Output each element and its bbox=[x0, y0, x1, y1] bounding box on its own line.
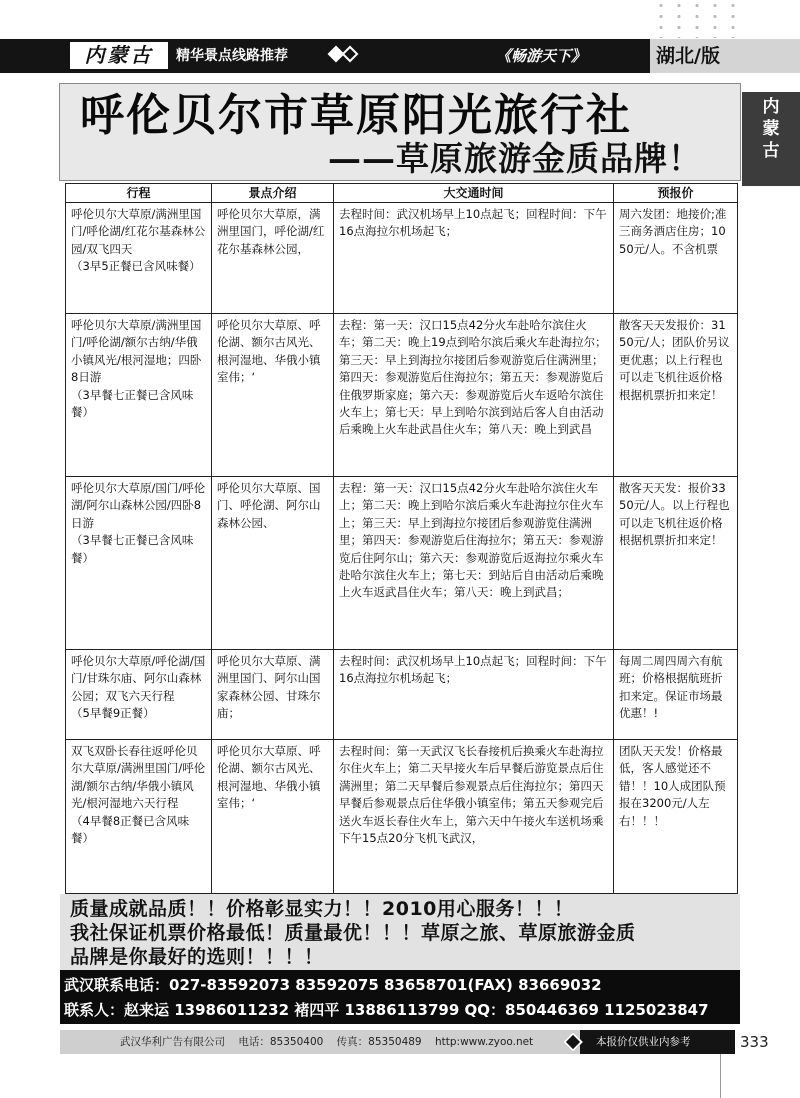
table-header-row bbox=[66, 184, 738, 203]
table-row bbox=[66, 650, 738, 740]
page-footer bbox=[0, 1030, 800, 1054]
route-text: 呼伦贝尔大草原/满洲里国门/呼伦湖/额尔古纳/华俄小镇风光/根河湿地；四卧8日游 bbox=[71, 318, 202, 385]
route-cell bbox=[66, 740, 212, 894]
route-cell bbox=[66, 650, 212, 740]
page-header bbox=[0, 39, 800, 73]
side-tab-char: 内 bbox=[762, 97, 780, 117]
price-cell: 散客天天发报价：3150元/人；团队价另议更优惠；以上行程也可以走飞机往返价格根据机票折扣来定！ bbox=[614, 314, 738, 477]
page-number: 333 bbox=[740, 1033, 769, 1051]
transport-cell: 去程时间：第一天武汉飞长春接机后换乘火车赴海拉尔住火车上；第二天早接火车后早餐后游览景点后住满洲里；第二天早餐后参观景点后住海拉尔；第四天早餐后参观景点后住华俄小镇室伟；第五天参观完后送火车返长春住火车上，第六天中午接火车送机场乘下午15点20分飞机飞武汉， bbox=[334, 740, 614, 894]
header-subtitle: 精华景点线路推荐 bbox=[176, 48, 288, 64]
footer-tel: 电话：85350400 bbox=[238, 1036, 324, 1048]
region-logo: 内蒙古 bbox=[70, 42, 168, 69]
footer-disclaimer: 本报价仅供业内参考 bbox=[596, 1036, 691, 1048]
magazine-name: 《畅游天下》 bbox=[496, 47, 587, 65]
edition-label: 湖北/版 bbox=[656, 45, 720, 67]
footer-fax: 传真：85350489 bbox=[336, 1036, 422, 1048]
footer-url: http:www.zyoo.net bbox=[434, 1036, 534, 1048]
transport-cell: 去程时间：武汉机场早上10点起飞；回程时间：下午16点海拉尔机场起飞； bbox=[334, 650, 614, 740]
contact-persons: 联系人：赵来运 13986011232 褚四平 13886113799 QQ：850446369 1125023847 bbox=[64, 1001, 709, 1019]
margin-rule bbox=[720, 1054, 721, 1098]
footer-company: 武汉华利广告有限公司 bbox=[120, 1036, 225, 1048]
meal-note: （3早餐七正餐已含风味餐） bbox=[71, 387, 194, 420]
transport-cell: 去程：第一天：汉口15点42分火车赴哈尔滨住火车；第二天：晚上19点到哈尔滨后乘火车赴海拉尔；第三天：早上到海拉尔接团后参观游览后住满洲里；第四天：参观游览后住海拉尔；第五天：参观游览后住俄罗斯家庭；第六天：参观游览后火车返哈尔滨住火车上；第七天：早上到哈尔滨到站后客人自由活动后乘晚上火车赴武昌住火车；第八天：晚上到武昌 bbox=[334, 314, 614, 477]
route-text: 呼伦贝尔大草原/国门/呼伦湖/阿尔山森林公园/四卧8日游 bbox=[71, 481, 206, 530]
sights-cell: 呼伦贝尔大草原、呼伦湖、额尔古风光、根河湿地、华俄小镇室伟；‘ bbox=[212, 740, 334, 894]
route-cell bbox=[66, 203, 212, 314]
table-row bbox=[66, 203, 738, 314]
transport-cell: 去程：第一天：汉口15点42分火车赴哈尔滨住火车上；第二天：晚上到哈尔滨后乘火车赴海拉尔住火车上；第三天：早上到海拉尔接团后参观游览住满洲里；第四天：参观游览后住海拉尔；第五天：参观游览后住阿尔山；第六天：参观游览后返海拉尔乘火车赴哈尔滨住火车上；第七天：到站后自由活动后乘晚上火车返武昌住火车；第八天：晚上到武昌； bbox=[334, 477, 614, 650]
side-tab-char: 蒙 bbox=[762, 119, 780, 139]
sights-cell: 呼伦贝尔大草原，满洲里国门，呼伦湖/红花尔基森林公园， bbox=[212, 203, 334, 314]
promo-line: 质量成就品质！！价格彰显实力！！2010用心服务！！！ bbox=[70, 898, 574, 920]
sights-cell: 呼伦贝尔大草原、国门、呼伦湖、阿尔山森林公园、 bbox=[212, 477, 334, 650]
price-cell: 散客天天发：报价3350元/人。以上行程也可以走飞机往返价格根据机票折扣来定！ bbox=[614, 477, 738, 650]
column-header-transport: 大交通时间 bbox=[334, 184, 614, 203]
price-cell: 每周二周四周六有航班；价格根据航班折扣来定。保证市场最优惠！! bbox=[614, 650, 738, 740]
meal-note: （3早餐七正餐已含风味餐） bbox=[71, 533, 194, 565]
promo-slogan-box bbox=[60, 894, 740, 970]
route-text: 呼伦贝尔大草原/满洲里国门/呼伦湖/红花尔基森林公园/双飞四天 bbox=[71, 207, 206, 256]
price-cell: 周六发团：地接价;准三商务酒店住房；1050元/人。不含机票 bbox=[614, 203, 738, 314]
sights-cell: 呼伦贝尔大草原、呼伦湖、额尔古风光、根河湿地、华俄小镇室伟；‘ bbox=[212, 314, 334, 477]
table-row bbox=[66, 477, 738, 650]
side-tab bbox=[742, 92, 800, 186]
meal-note: （5早餐9正餐） bbox=[71, 706, 155, 721]
sights-cell: 呼伦贝尔大草原、满洲里国门、阿尔山国家森林公园、甘珠尔庙； bbox=[212, 650, 334, 740]
promo-line: 我社保证机票价格最低！质量最优！！！草原之旅、草原旅游金质 bbox=[70, 922, 636, 944]
contact-phones: 武汉联系电话：027-83592073 83592075 83658701(FAX) 83669032 bbox=[64, 976, 602, 994]
column-header-route: 行程 bbox=[66, 184, 212, 203]
decorative-dot-grid bbox=[652, 0, 744, 38]
column-header-sights: 景点介绍 bbox=[212, 184, 334, 203]
route-text: 双飞双卧长春往返呼伦贝尔大草原/满洲里国门/呼伦湖/额尔古纳/华俄小镇风光/根河湿地六天行程 bbox=[71, 744, 206, 811]
promo-line: 品牌是你最好的选则！！！！ bbox=[70, 946, 324, 968]
side-tab-char: 古 bbox=[762, 141, 780, 161]
brand-slogan: ——草原旅游金质品牌！ bbox=[328, 139, 702, 178]
transport-cell: 去程时间：武汉机场早上10点起飞；回程时间：下午16点海拉尔机场起飞； bbox=[334, 203, 614, 314]
itinerary-table bbox=[65, 183, 738, 894]
route-cell bbox=[66, 477, 212, 650]
meal-note: （4早餐8正餐已含风味餐） bbox=[71, 813, 190, 846]
column-header-price: 预报价 bbox=[614, 184, 738, 203]
meal-note: （3早5正餐已含风味餐） bbox=[71, 259, 201, 274]
contact-box bbox=[60, 970, 740, 1024]
agency-title: 呼伦贝尔市草原阳光旅行社 bbox=[80, 90, 632, 141]
route-text: 呼伦贝尔大草原/呼伦湖/国门/甘珠尔庙、阿尔山森林公园；双飞六天行程 bbox=[71, 654, 206, 703]
route-cell bbox=[66, 314, 212, 477]
table-row bbox=[66, 314, 738, 477]
footer-publisher bbox=[120, 1033, 533, 1051]
title-box bbox=[59, 83, 741, 181]
table-row bbox=[66, 740, 738, 894]
price-cell: 团队天天发！价格最低，客人感觉还不错！！10人成团队预报在3200元/人左右！！！ bbox=[614, 740, 738, 894]
